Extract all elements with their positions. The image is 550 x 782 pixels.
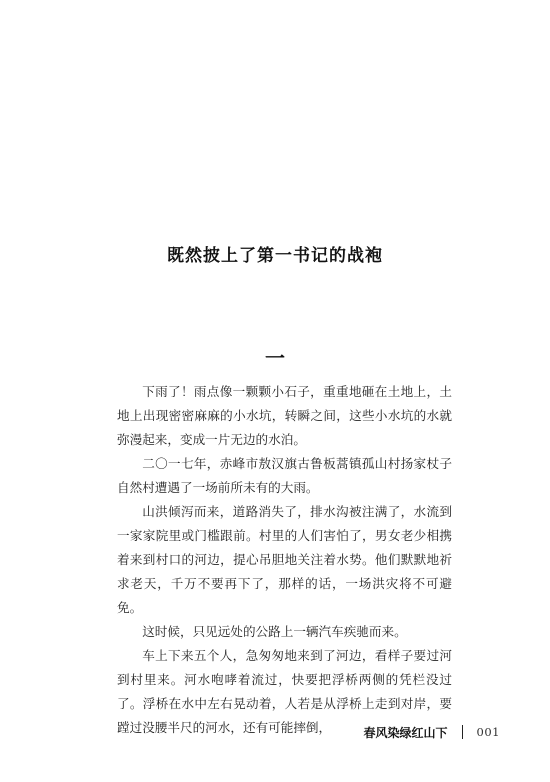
paragraph: 车上下来五个人，急匆匆地来到了河边，看样子要过河到村里来。河水咆哮着流过，快要把浮桥两侧的凭栏没过了。浮桥在水中左右晃动着，人若是从浮桥上走到对岸，要蹚过没腰半尺的河水，还有可能摔倒， [117, 648, 452, 735]
running-footer-title: 春风染绿红山下 [363, 725, 448, 740]
footer-divider [462, 725, 463, 739]
paragraph: 这时候，只见远处的公路上一辆汽车疾驰而来。 [142, 624, 407, 639]
paragraph: 山洪倾泻而来，道路消失了，排水沟被注满了，水流到一家家院里或门槛跟前。村里的人们害怕了，男女老少相携着来到村口的河边，提心吊胆地关注着水势。他们默默地祈求老天，千万不要再下了，那样的话，一场洪灾将不可避免。 [117, 504, 452, 615]
body-text [117, 380, 452, 740]
paragraph: 下雨了！雨点像一颗颗小石子，重重地砸在土地上，土地上出现密密麻麻的小水坑，转瞬之间，这些小水坑的水就弥漫起来，变成一片无边的水泊。 [117, 384, 452, 447]
section-number: 一 [265, 346, 285, 370]
page-number: 001 [476, 725, 500, 739]
chapter-title: 既然披上了第一书记的战袍 [167, 246, 383, 266]
page-footer [364, 724, 500, 740]
paragraph: 二〇一七年，赤峰市敖汉旗古鲁板蒿镇孤山村扬家杖子自然村遭遇了一场前所未有的大雨。 [117, 456, 452, 495]
